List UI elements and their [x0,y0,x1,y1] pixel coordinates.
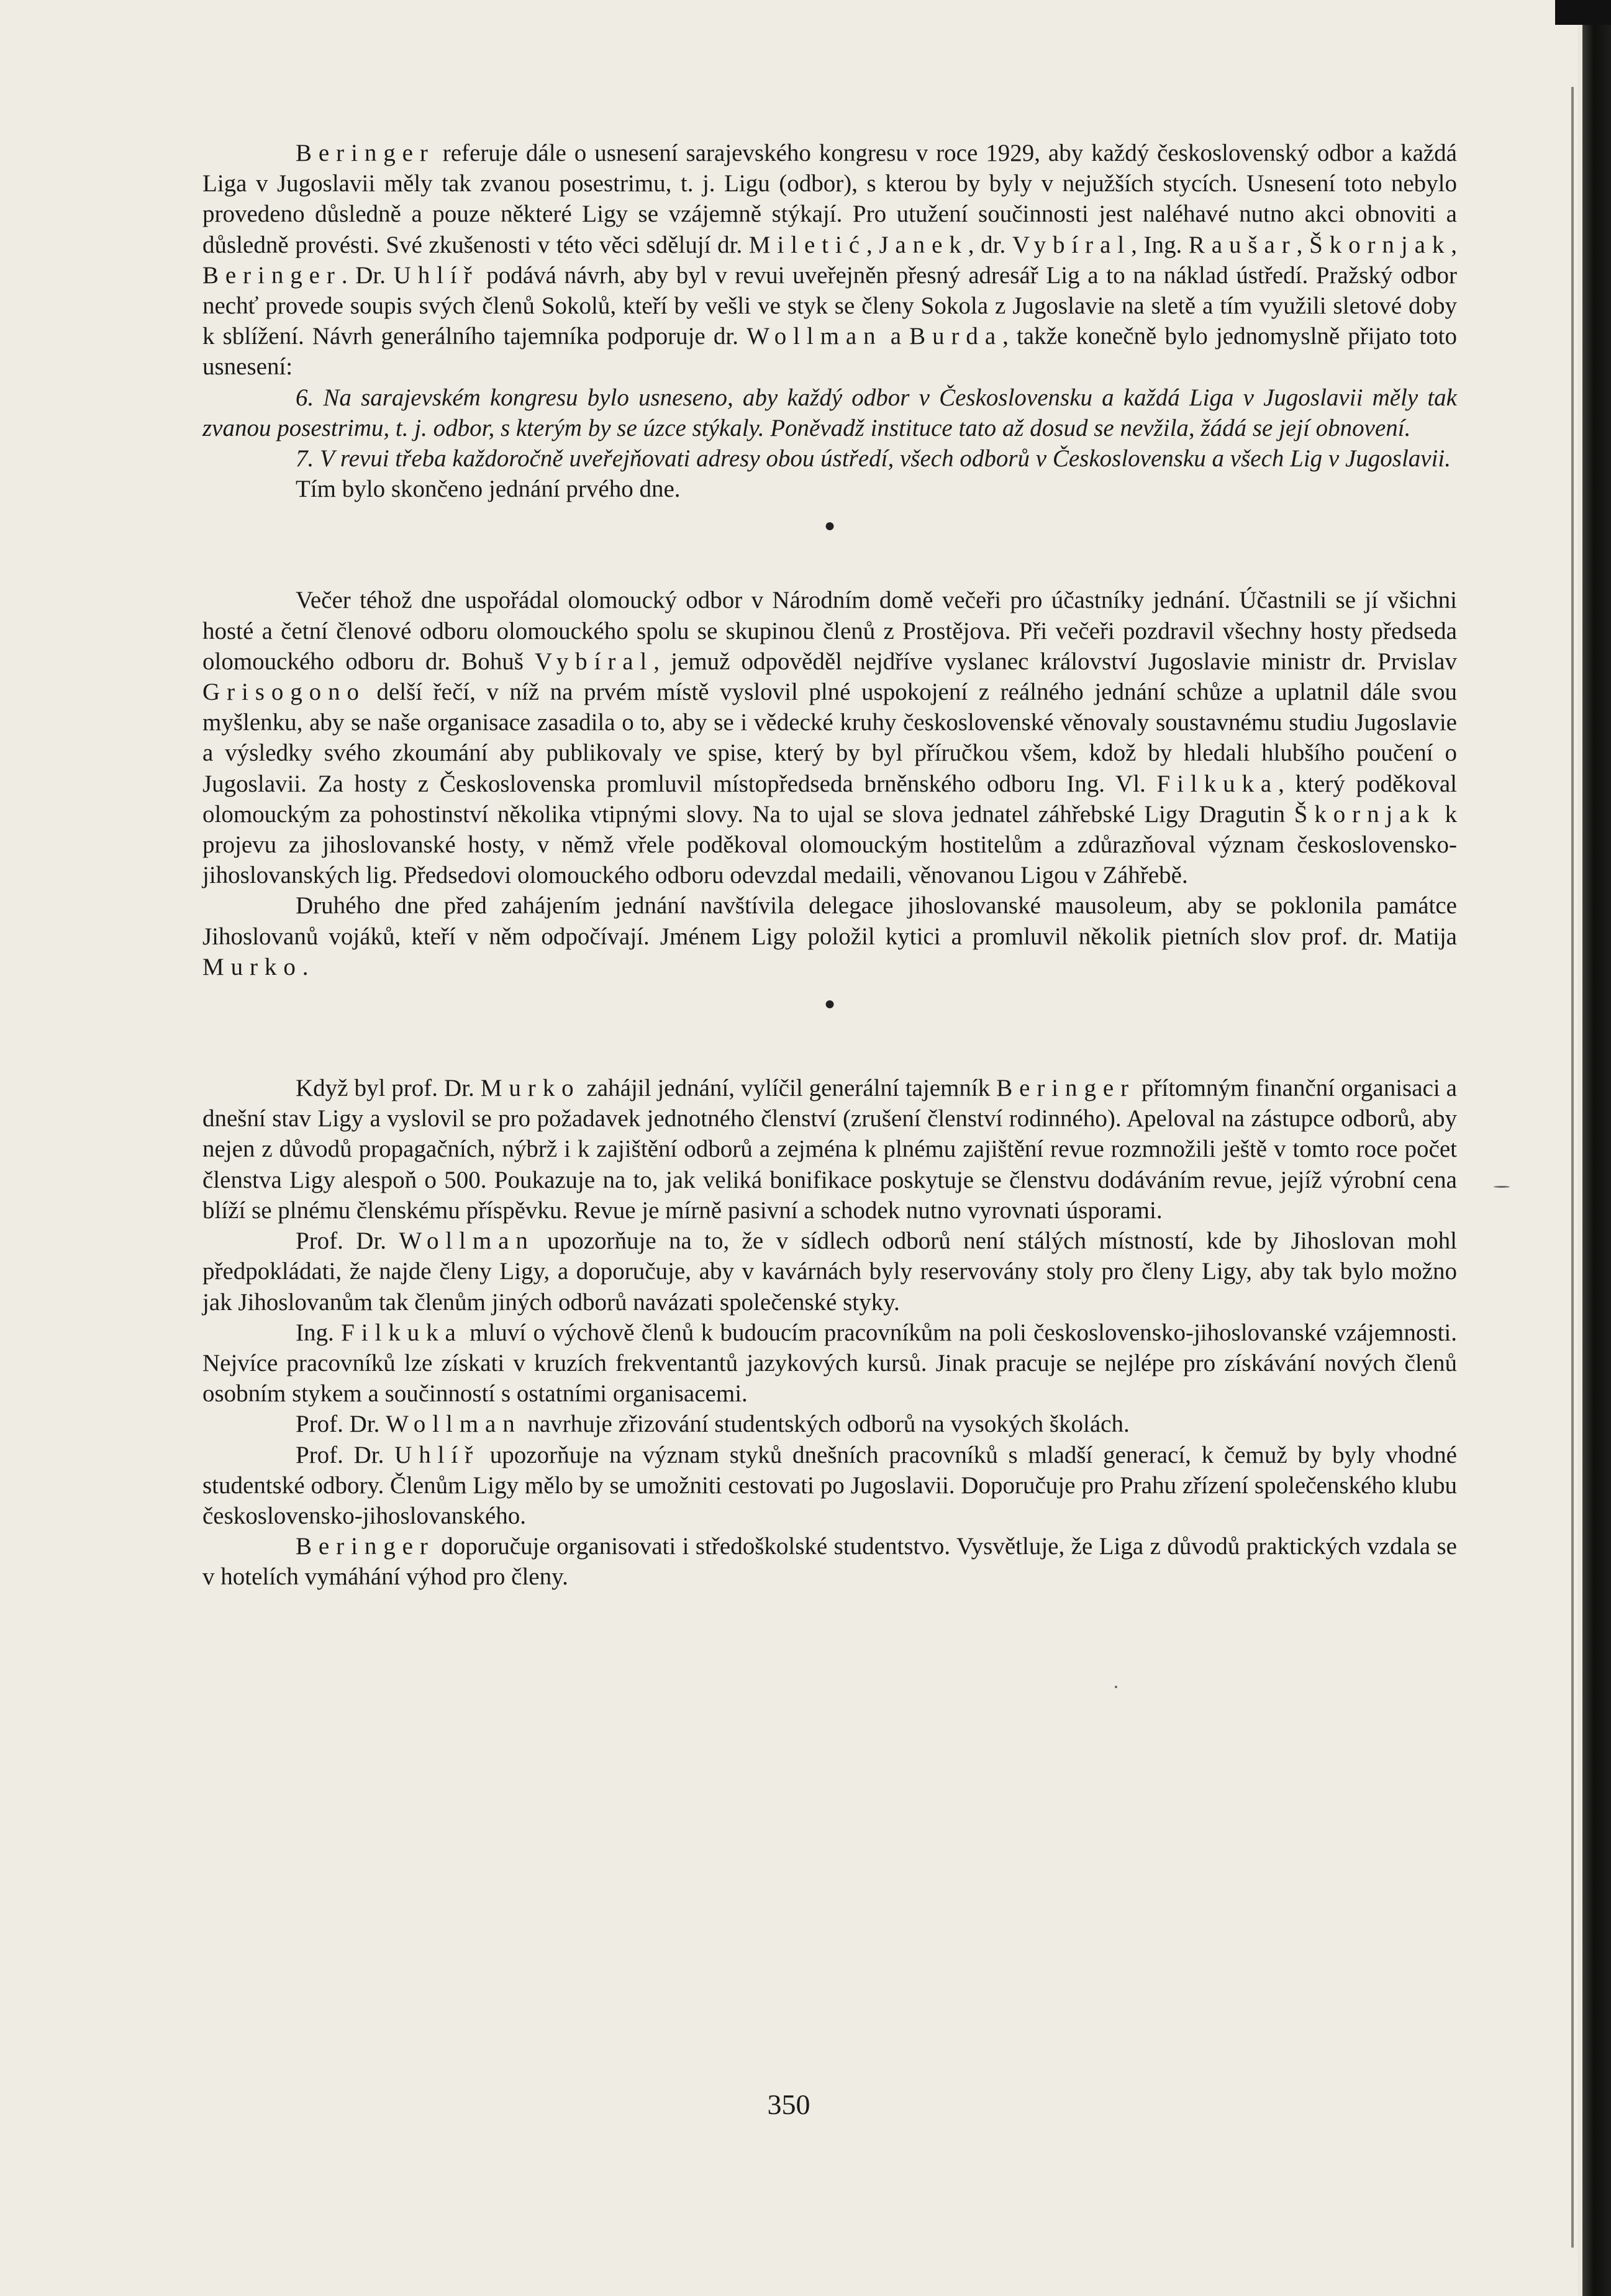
binding-shadow [1571,87,1574,2248]
person-name: Murko [202,953,302,980]
scan-speck [1115,1686,1117,1688]
person-name: Beringer [996,1075,1136,1102]
page-corner-shadow [1555,0,1611,25]
resolution-7: 7. V revui třeba každoročně uveřejňovati adresy obou ústředí, všech odborů v Československu a všech Lig v Jugoslavii. [296,445,1451,472]
day-one-closing: Tím bylo skončeno jednání prvého dne. [296,476,681,503]
paragraph-wollman-cafes: Prof. Dr. Wollman upozorňuje na to, že v sídlech odborů není stálých místností, kde by Jihoslovan mohl předpokládati, že najde členy Ligy, a doporučuje, aby v kavárnách byly reservovány stoly pro členy Ligy, aby tak bylo možno jak Jihoslovanům tak členům jiných odborů navázati společenské styky. [202,1227,1457,1316]
person-name: Vybíral [534,648,654,675]
resolution-6: 6. Na sarajevském kongresu bylo usneseno, aby každý odbor v Československu a každá Liga v Jugoslavii měly tak zvanou posestrimu, t. j. odbor, s kterým by se úzce stýkaly. Poněvadž instituce tato až dosud se nevžila, žádá se její obnovení. [202,384,1457,441]
person-name: Burda [909,323,1003,350]
paragraph-uhlir-youth: Prof. Dr. Uhlíř upozorňuje na význam styků dnešních pracovníků s mladší generací, k čemuž by byly vhodné studentské odbory. Členům Ligy mělo by se umožniti cestovati po Jugoslavii. Doporučuje pro Prahu zřízení společenského klubu československo-jihoslovanského. [202,1441,1457,1529]
paragraph-beringer-report: Beringer referuje dále o usnesení sarajevského kongresu v roce 1929, aby každý československý odbor a každá Liga v Jugoslavii měly tak zvanou posestrimu, t. j. Ligu (odbor), s kterou by byly v nejužších stycích. Usnesení toto nebylo provedeno důsledně a pouze některé Ligy se vzájemně stýkají. Pro utužení součinnosti jest naléhavé nutno akci obnoviti a důsledně provésti. Své zkušenosti v této věci sdělují dr. Miletić, Janek, dr. Vybíral, Ing. Raušar, Škornjak, Beringer. Dr. Uhlíř podává návrh, aby byl v revui uveřejněn přesný adresář Lig a to na náklad ústředí. Pražský odbor nechť provede soupis svých členů Sokolů, kteří by vešli ve styk se členy Sokola z Jugoslavie na sletě a tím využili sletové doby k sblížení. Návrh generálního tajemníka podporuje dr. Wollman a Burda, takže konečně bylo jednomyslně přijato toto usnesení: [202,140,1458,381]
paragraph-beringer-students: Beringer doporučuje organisovati i středoškolské studentstvo. Vysvětluje, že Liga z důvodů praktických vzdala se v hotelích vymáhání výhod pro členy. [202,1533,1457,1591]
page-number: 350 [767,2089,810,2120]
article-body [202,138,1457,1593]
section-divider-dot: ● [824,993,836,1015]
person-name: Filkuka [341,1319,463,1346]
spacer [202,1013,1457,1073]
person-name: Janek [879,231,968,258]
paragraph-filkuka-education: Ing. Filkuka mluví o výchově členů k budoucím pracovníkům na poli československo-jihoslovanské vzájemnosti. Nejvíce pracovníků lze získati v kruzích frekventantů jazykových kursů. Jinak pracuje se nejlépe pro získávání nových členů osobním stykem a součinností s ostatními organisacemi. [202,1319,1457,1408]
person-name: Vybíral [1012,231,1132,258]
person-name: Filkuka [1156,770,1279,797]
person-name: Uhlíř [393,261,479,289]
person-name: Škornjak [1309,231,1451,258]
paragraph-evening-dinner: Večer téhož dne uspořádal olomoucký odbor v Národním domě večeři pro účastníky jednání. Účastnili se jí všichni hosté a četní členové odboru olomouckého spolu se skupinou členů z Prostějova. Při večeři pozdravil všechny hosty předseda olomouckého odboru dr. Bohuš Vybíral, jemuž odpověděl nejdříve vyslanec království Jugoslavie ministr dr. Prvislav Grisogono delší řečí, v níž na prvém místě vyslovil plné uspokojení z reálného jednání schůze a uplatnil dále svou myšlenku, aby se naše organisace zasadila o to, aby se i vědecké kruhy československé věnovaly soustavnému studiu Jugoslavie a výsledky svého zkoumání aby publikovaly ve spise, který by byl příručkou všem, kdož by hledali hlubšího poučení o Jugoslavii. Za hosty z Československa promluvil místopředseda brněnského odboru Ing. Vl. Filkuka, který poděkoval olomouckým za pohostinství několika vtipnými slovy. Na to ujal se slova jednatel záhřebské Ligy Dragutin Škornjak k projevu za jihoslovanské hosty, v němž vřele poděkoval olomouckým hostitelům a zdůrazňoval význam československo-jihoslovanských lig. Předsedovi olomouckého odboru odevzdal medaili, věnovanou Ligou v Záhřebě. [202,587,1458,889]
person-name: Uhlíř [394,1441,480,1468]
person-name: Beringer [296,140,435,166]
section-divider-dot: ● [824,515,836,536]
person-name: Škornjak [1294,800,1436,828]
person-name: Beringer [202,261,342,289]
person-name: Grisogono [202,679,366,706]
person-name: Murko [480,1075,581,1102]
person-name: Wollman [399,1227,535,1255]
person-name: Raušar [1188,231,1297,258]
person-name: Wollman [747,323,883,350]
paragraph-financial-report: Když byl prof. Dr. Murko zahájil jednání, vylíčil generální tajemník Beringer přítomným finanční organisaci a dnešní stav Ligy a vyslovil se pro požadavek jednotného členství (zrušení členství rodinného). Apeloval na zástupce odborů, aby nejen z důvodů propagačních, nýbrž i k zajištění odborů a zejména k plnému zajištění revue rozmnožili ještě v tomto roce počet členstva Ligy alespoň o 500. Poukazuje na to, jak veliká bonifikace poskytuje se členstvu dodáváním revue, jejíž výrobní cena blíží se plnému členskému příspěvku. Revue je mírně pasivní a schodek nutno vyrovnati úsporami. [202,1075,1457,1224]
spacer [202,535,1457,585]
paragraph-mausoleum-visit: Druhého dne před zahájením jednání navštívila delegace jihoslovanské mausoleum, aby se poklonila památce Jihoslovanů vojáků, kteří v něm odpočívají. Jménem Ligy položil kytici a promluvil několik pietních slov prof. dr. Matija Murko. [202,892,1457,980]
person-name: Miletić [748,231,866,258]
person-name: Wollman [386,1411,522,1438]
paragraph-wollman-student-branches: Prof. Dr. Wollman navrhuje zřizování studentských odborů na vysokých školách. [296,1411,1130,1438]
page-edge-shadow [1582,0,1611,2296]
scan-speck [1494,1186,1510,1188]
person-name: Beringer [296,1533,435,1560]
